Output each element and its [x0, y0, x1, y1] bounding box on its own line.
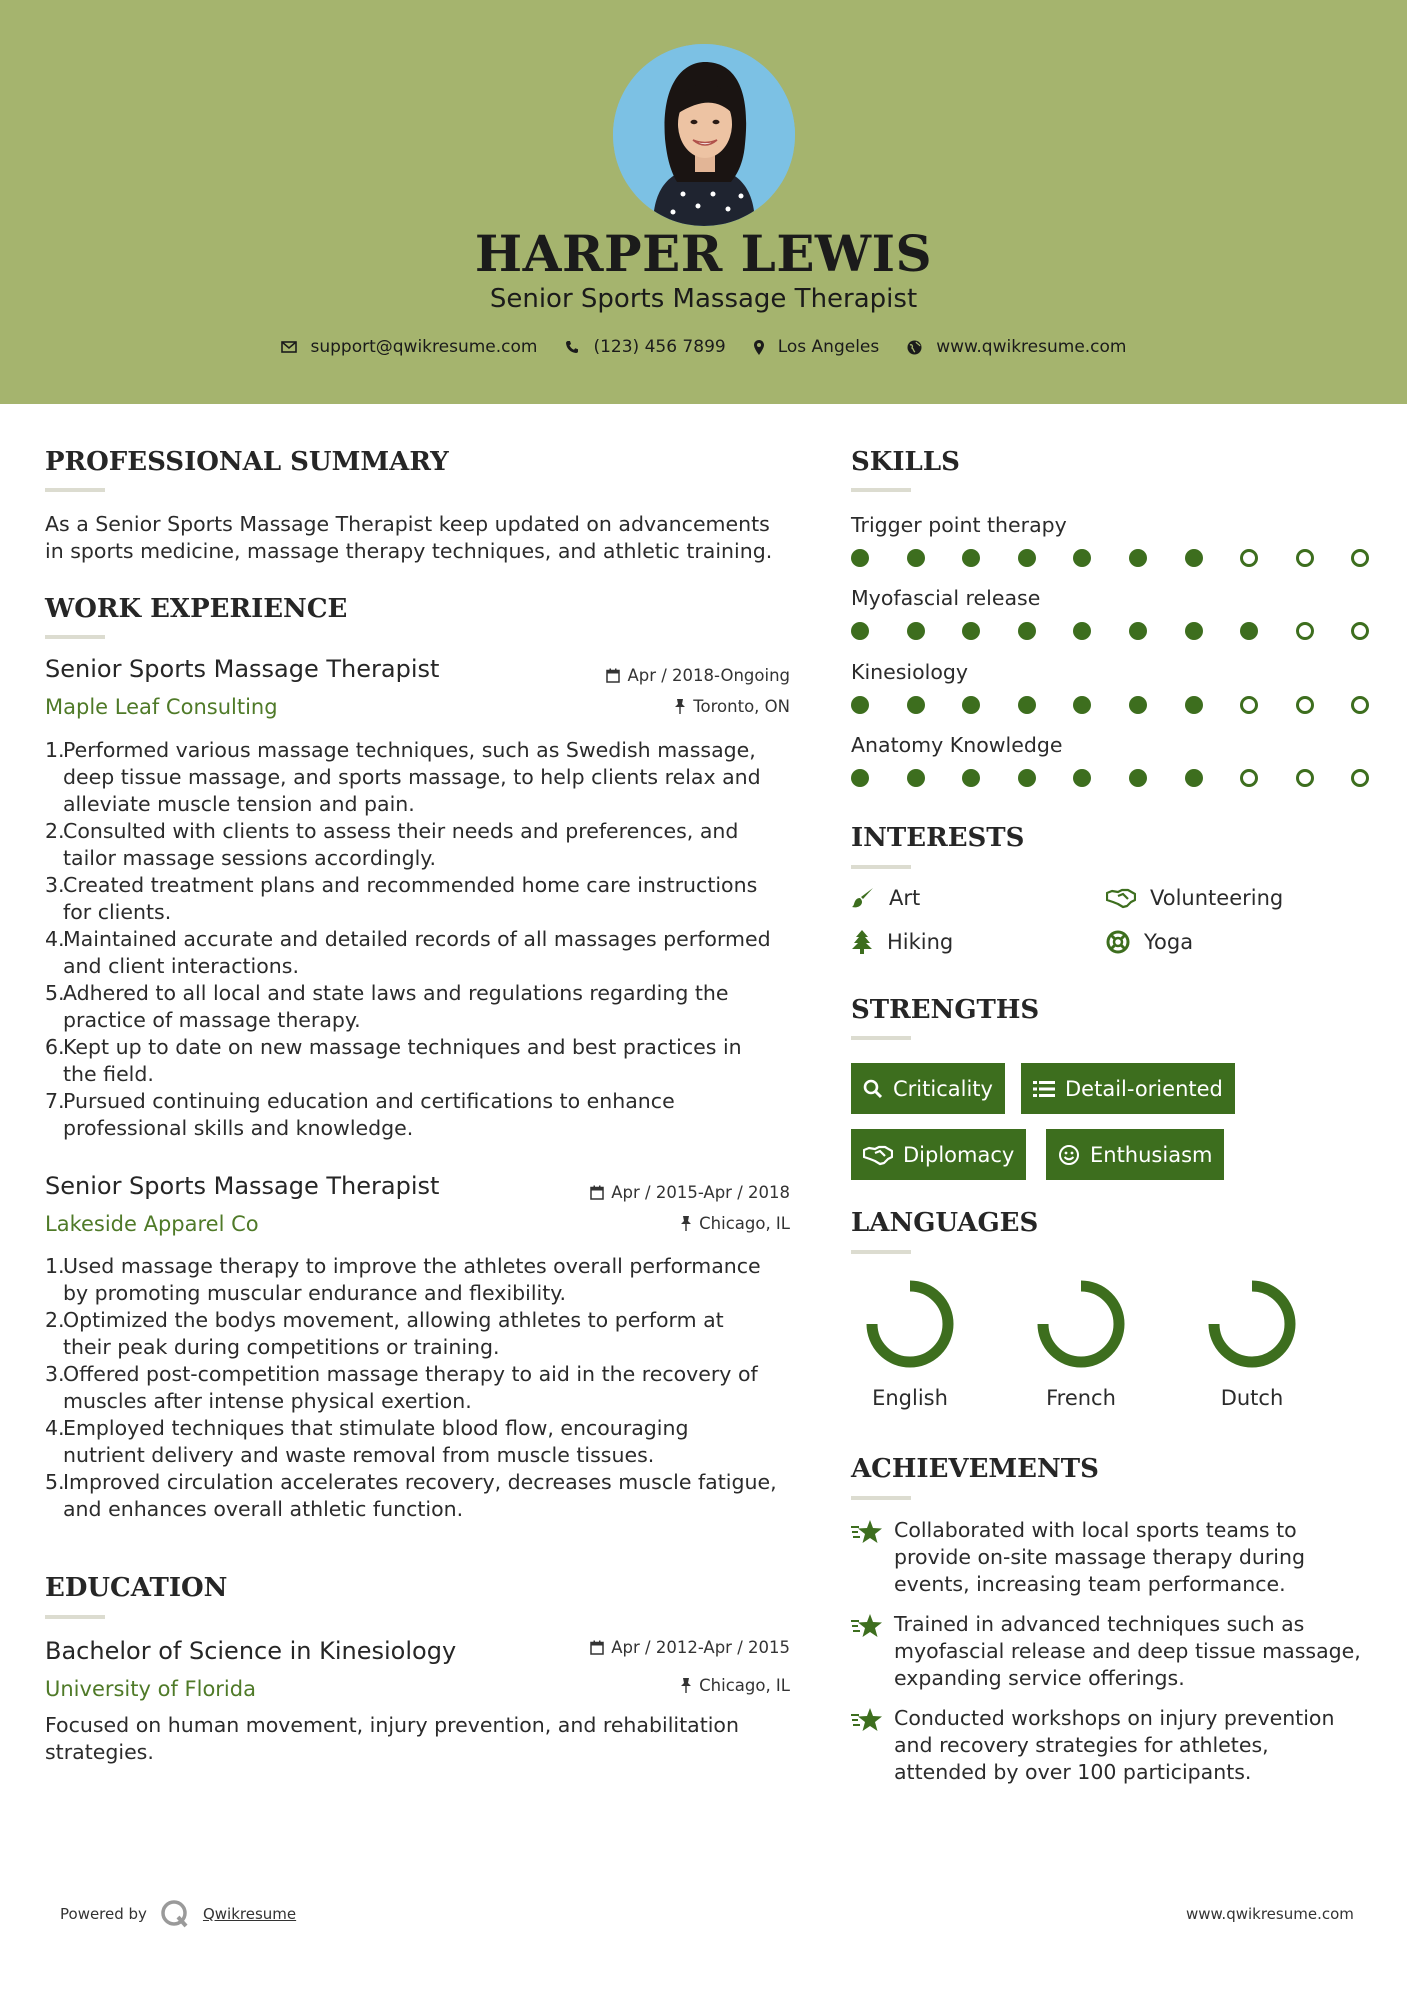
- skill-dot-empty: [1240, 696, 1258, 714]
- achievement-text: [894, 1611, 1361, 1692]
- contact-bar: [0, 337, 1407, 357]
- work-heading: WORK EXPERIENCE: [45, 594, 348, 624]
- summary-heading: PROFESSIONAL SUMMARY: [45, 447, 449, 477]
- skill-dot-filled: [907, 769, 925, 787]
- skill-dot-filled: [962, 622, 980, 640]
- contact-email[interactable]: [281, 337, 538, 357]
- skill-rating: [851, 696, 1363, 716]
- phone-icon: [565, 340, 579, 354]
- list-number: 5.: [45, 1470, 65, 1494]
- star-icon: [850, 1613, 884, 1639]
- item-line: Kept up to date on new massage techniques and best practices in: [63, 1035, 742, 1059]
- languages-heading: LANGUAGES: [851, 1208, 1039, 1238]
- language-progress-arc: [1214, 1286, 1290, 1362]
- list-number: 5.: [45, 981, 65, 1005]
- item-line: the field.: [63, 1062, 154, 1086]
- item-line: nutrient delivery and waste removal from muscle tissues.: [63, 1443, 655, 1467]
- item-line: their peak during competitions or training.: [63, 1335, 500, 1359]
- skill-dot-empty: [1240, 769, 1258, 787]
- summary-line: in sports medicine, massage therapy techniques, and athletic training.: [45, 539, 773, 563]
- list-item: [45, 737, 805, 818]
- skill-dot-filled: [1240, 622, 1258, 640]
- list-item: [45, 1253, 805, 1307]
- skill-dot-filled: [851, 549, 869, 567]
- skill-dot-empty: [1351, 696, 1369, 714]
- candidate-title: Senior Sports Massage Therapist: [489, 284, 918, 314]
- list-item: [45, 1361, 805, 1415]
- skill-dot-filled: [962, 696, 980, 714]
- list-number: 1.: [45, 738, 65, 762]
- contact-location: [754, 337, 880, 357]
- strength-tag: [851, 1129, 1026, 1180]
- life-ring-icon: [1106, 930, 1130, 954]
- handshake-icon: [1106, 887, 1136, 909]
- calendar-icon: [590, 1640, 604, 1655]
- date-text: Apr / 2015-Apr / 2018: [611, 1183, 790, 1202]
- skill-dot-filled: [1185, 622, 1203, 640]
- list-item: [45, 1415, 805, 1469]
- footer-website[interactable]: www.qwikresume.com: [1186, 1905, 1354, 1923]
- language-item: [1192, 1276, 1312, 1410]
- skill-dot-filled: [851, 769, 869, 787]
- tree-icon: [851, 930, 873, 954]
- list-item: [45, 1307, 805, 1361]
- list-number: 3.: [45, 873, 65, 897]
- summary-line: As a Senior Sports Massage Therapist keep updated on advancements: [45, 512, 770, 536]
- interest-yoga: [1106, 930, 1193, 954]
- brand-link[interactable]: Qwikresume: [202, 1905, 297, 1923]
- list-number: 1.: [45, 1254, 65, 1278]
- skill-dot-filled: [1129, 696, 1147, 714]
- job-location: [570, 1214, 790, 1233]
- section-divider: [851, 1036, 911, 1040]
- job-duties-list: [45, 1253, 805, 1523]
- language-ring: [1204, 1276, 1300, 1372]
- achievement-item: [850, 1611, 1370, 1692]
- interest-label: Hiking: [887, 930, 954, 954]
- paint-brush-icon: [851, 886, 875, 910]
- item-line: Offered post-competition massage therapy to aid in the recovery of: [63, 1362, 758, 1386]
- envelope-icon: [281, 341, 297, 353]
- achievement-text: [894, 1517, 1305, 1598]
- job-company: Lakeside Apparel Co: [45, 1212, 259, 1236]
- location-text: Los Angeles: [777, 337, 880, 357]
- strength-tag: [1046, 1129, 1224, 1180]
- achievement-line: expanding service offerings.: [894, 1666, 1185, 1690]
- globe-icon: [907, 340, 922, 355]
- description-line: Focused on human movement, injury prevention, and rehabilitation: [45, 1713, 739, 1737]
- map-marker-icon: [754, 340, 764, 355]
- list-number: 4.: [45, 927, 65, 951]
- item-line: muscles after intense physical exertion.: [63, 1389, 472, 1413]
- item-line: deep tissue massage, and sports massage, to help clients relax and: [63, 765, 761, 789]
- section-divider: [851, 865, 911, 869]
- list-number: 4.: [45, 1416, 65, 1440]
- achievement-line: Conducted workshops on injury prevention: [894, 1706, 1335, 1730]
- item-line: professional skills and knowledge.: [63, 1116, 414, 1140]
- smile-icon: [1058, 1144, 1080, 1166]
- list-number: 3.: [45, 1362, 65, 1386]
- calendar-icon: [590, 1185, 604, 1200]
- location-text: Chicago, IL: [699, 1214, 790, 1233]
- achievement-line: Trained in advanced techniques such as: [894, 1612, 1305, 1636]
- skill-dot-empty: [1296, 769, 1314, 787]
- description-line: strategies.: [45, 1740, 154, 1764]
- language-item: [850, 1276, 970, 1410]
- item-line: tailor massage sessions accordingly.: [63, 846, 437, 870]
- language-name: English: [872, 1386, 948, 1410]
- skill-dot-filled: [1129, 769, 1147, 787]
- item-line: and enhances overall athletic function.: [63, 1497, 464, 1521]
- date-text: Apr / 2012-Apr / 2015: [611, 1638, 790, 1657]
- pushpin-icon: [680, 1678, 692, 1693]
- job-duties-list: [45, 737, 805, 1142]
- email-text: support@qwikresume.com: [310, 337, 538, 357]
- list-item: [45, 1088, 805, 1142]
- list-number: 2.: [45, 1308, 65, 1332]
- item-line: alleviate muscle tension and pain.: [63, 792, 415, 816]
- achievement-line: provide on-site massage therapy during: [894, 1545, 1306, 1569]
- skill-dot-empty: [1296, 696, 1314, 714]
- handshake-icon: [863, 1144, 893, 1166]
- strength-tag: [1021, 1063, 1235, 1114]
- education-description: [45, 1712, 805, 1766]
- section-divider: [851, 1496, 911, 1500]
- skill-name: Anatomy Knowledge: [851, 733, 1063, 757]
- interests-heading: INTERESTS: [851, 823, 1025, 853]
- job-title: Senior Sports Massage Therapist: [45, 655, 440, 683]
- location-text: Chicago, IL: [699, 1676, 790, 1695]
- skill-dot-filled: [1018, 622, 1036, 640]
- degree-title: Bachelor of Science in Kinesiology: [45, 1637, 457, 1665]
- item-line: Maintained accurate and detailed records of all massages performed: [63, 927, 771, 951]
- skill-dot-filled: [1129, 549, 1147, 567]
- website-text: www.qwikresume.com: [936, 337, 1127, 357]
- language-item: [1021, 1276, 1141, 1410]
- section-divider: [851, 488, 911, 492]
- list-item: [45, 1469, 805, 1523]
- skill-dot-filled: [1073, 549, 1091, 567]
- skill-dot-empty: [1296, 549, 1314, 567]
- skill-dot-filled: [1073, 769, 1091, 787]
- list-icon: [1033, 1080, 1055, 1098]
- item-line: Employed techniques that stimulate blood flow, encouraging: [63, 1416, 689, 1440]
- qwikresume-logo-icon: [159, 1898, 193, 1930]
- skill-dot-filled: [907, 549, 925, 567]
- phone-text: (123) 456 7899: [593, 337, 726, 357]
- language-progress-arc: [872, 1286, 948, 1362]
- skill-dot-filled: [851, 696, 869, 714]
- candidate-name: HARPER LEWIS: [474, 224, 933, 283]
- skill-dot-filled: [1073, 696, 1091, 714]
- pushpin-icon: [680, 1216, 692, 1231]
- job-company: Maple Leaf Consulting: [45, 695, 278, 719]
- skill-dot-empty: [1351, 622, 1369, 640]
- achievement-line: and recovery strategies for athletes,: [894, 1733, 1269, 1757]
- item-line: Consulted with clients to assess their needs and preferences, and: [63, 819, 739, 843]
- language-ring: [1033, 1276, 1129, 1372]
- skill-dot-filled: [962, 549, 980, 567]
- section-divider: [45, 488, 105, 492]
- list-number: 7.: [45, 1089, 65, 1113]
- skill-dot-filled: [907, 696, 925, 714]
- skill-dot-filled: [962, 769, 980, 787]
- list-item: [45, 926, 805, 980]
- achievement-item: [850, 1705, 1370, 1786]
- list-item: [45, 980, 805, 1034]
- date-text: Apr / 2018-Ongoing: [627, 666, 790, 685]
- contact-phone[interactable]: [565, 337, 725, 357]
- school-name: University of Florida: [45, 1677, 256, 1701]
- section-divider: [45, 635, 105, 639]
- item-line: Used massage therapy to improve the athletes overall performance: [63, 1254, 761, 1278]
- item-line: practice of massage therapy.: [63, 1008, 361, 1032]
- skill-dot-filled: [1129, 622, 1147, 640]
- skill-dot-filled: [1185, 696, 1203, 714]
- interest-hiking: [851, 930, 953, 954]
- achievements-heading: ACHIEVEMENTS: [851, 1454, 1099, 1484]
- skill-rating: [851, 769, 1363, 789]
- skill-dot-empty: [1351, 769, 1369, 787]
- item-line: for clients.: [63, 900, 172, 924]
- skill-name: Kinesiology: [851, 660, 969, 684]
- education-location: [570, 1676, 790, 1695]
- job-title: Senior Sports Massage Therapist: [45, 1172, 440, 1200]
- item-line: Adhered to all local and state laws and regulations regarding the: [63, 981, 729, 1005]
- strength-label: Enthusiasm: [1090, 1142, 1213, 1167]
- item-line: Created treatment plans and recommended home care instructions: [63, 873, 758, 897]
- language-name: Dutch: [1220, 1386, 1284, 1410]
- star-icon: [850, 1707, 884, 1733]
- skill-name: Myofascial release: [851, 586, 1041, 610]
- calendar-icon: [606, 668, 620, 683]
- item-line: by promoting muscular endurance and flexibility.: [63, 1281, 567, 1305]
- list-number: 6.: [45, 1035, 65, 1059]
- skill-rating: [851, 622, 1363, 642]
- achievement-text: [894, 1705, 1334, 1786]
- achievement-line: Collaborated with local sports teams to: [894, 1518, 1297, 1542]
- star-icon: [850, 1519, 884, 1545]
- skill-dot-filled: [1018, 549, 1036, 567]
- interest-label: Yoga: [1144, 930, 1194, 954]
- strength-label: Criticality: [893, 1076, 993, 1101]
- profile-photo: [613, 44, 795, 226]
- item-line: Optimized the bodys movement, allowing athletes to perform at: [63, 1308, 724, 1332]
- section-divider: [851, 1250, 911, 1254]
- skills-heading: SKILLS: [851, 447, 960, 477]
- skill-dot-filled: [1018, 769, 1036, 787]
- interest-art: [851, 886, 920, 910]
- achievement-item: [850, 1517, 1370, 1598]
- achievement-line: myofascial release and deep tissue massage,: [894, 1639, 1361, 1663]
- footer-powered-by: [60, 1898, 296, 1930]
- skill-name: Trigger point therapy: [851, 513, 1067, 537]
- strength-label: Detail-oriented: [1065, 1076, 1223, 1101]
- job-date: [570, 666, 790, 685]
- language-ring: [862, 1276, 958, 1372]
- job-date: [570, 1183, 790, 1202]
- strengths-heading: STRENGTHS: [851, 995, 1040, 1025]
- strength-label: Diplomacy: [903, 1142, 1015, 1167]
- list-item: [45, 1034, 805, 1088]
- achievement-line: events, increasing team performance.: [894, 1572, 1286, 1596]
- location-text: Toronto, ON: [693, 697, 790, 716]
- skill-dot-empty: [1296, 622, 1314, 640]
- list-number: 2.: [45, 819, 65, 843]
- job-location: [570, 697, 790, 716]
- interest-label: Art: [889, 886, 921, 910]
- item-line: Pursued continuing education and certifications to enhance: [63, 1089, 675, 1113]
- skill-dot-empty: [1240, 549, 1258, 567]
- search-icon: [863, 1079, 883, 1099]
- skill-rating: [851, 549, 1363, 569]
- skill-dot-filled: [1018, 696, 1036, 714]
- interest-label: Volunteering: [1150, 886, 1284, 910]
- skill-dot-filled: [1185, 769, 1203, 787]
- education-heading: EDUCATION: [45, 1573, 228, 1603]
- interest-volunteering: [1106, 886, 1283, 910]
- section-divider: [45, 1615, 105, 1619]
- powered-by-text: Powered by: [60, 1905, 147, 1923]
- contact-website[interactable]: [907, 337, 1126, 357]
- header-banner: [0, 0, 1407, 404]
- list-item: [45, 872, 805, 926]
- education-date: [570, 1638, 790, 1657]
- strength-tag: [851, 1063, 1005, 1114]
- skill-dot-filled: [851, 622, 869, 640]
- item-line: and client interactions.: [63, 954, 299, 978]
- skill-dot-filled: [1073, 622, 1091, 640]
- skill-dot-empty: [1351, 549, 1369, 567]
- summary-text: [45, 511, 805, 565]
- language-progress-arc: [1043, 1286, 1119, 1362]
- skill-dot-filled: [907, 622, 925, 640]
- item-line: Performed various massage techniques, such as Swedish massage,: [63, 738, 756, 762]
- list-item: [45, 818, 805, 872]
- skill-dot-filled: [1185, 549, 1203, 567]
- item-line: Improved circulation accelerates recovery, decreases muscle fatigue,: [63, 1470, 777, 1494]
- language-name: French: [1046, 1386, 1116, 1410]
- achievement-line: attended by over 100 participants.: [894, 1760, 1252, 1784]
- pushpin-icon: [674, 699, 686, 714]
